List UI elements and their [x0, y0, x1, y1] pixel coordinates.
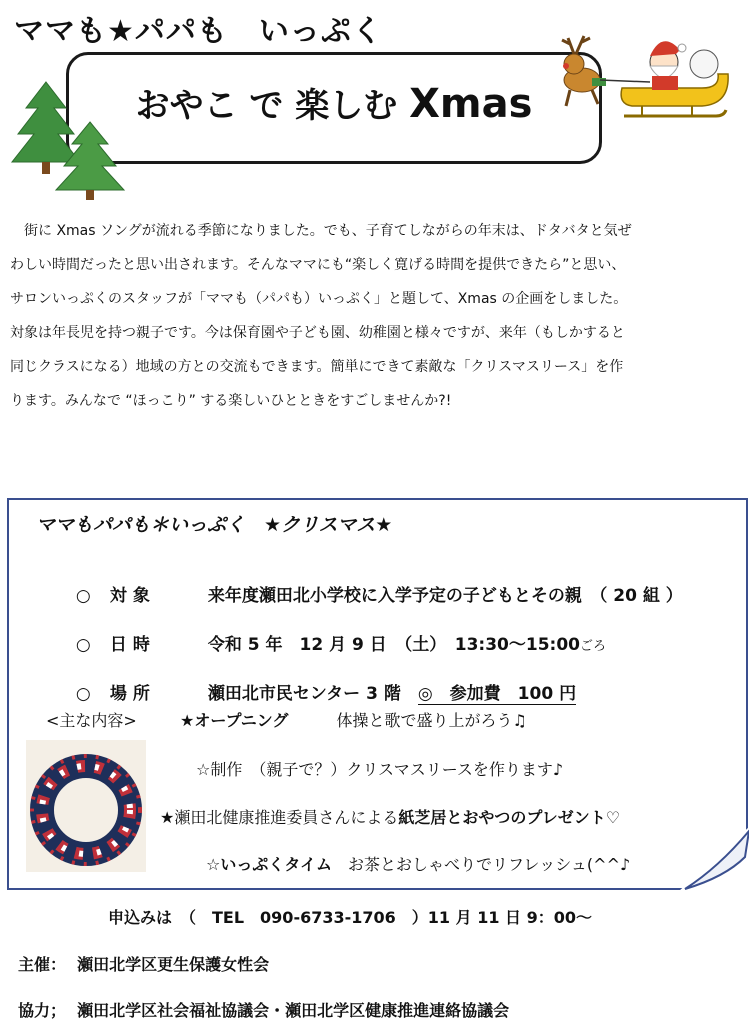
place-label: 場所	[109, 684, 156, 704]
apply-line: 申込みは （ TEL 090-6733-1706 ）11 月 11 日 9：00〜	[108, 908, 592, 927]
intro-line: 同じクラスになる）地域の方との交流もできます。簡単にできて素敵な「クリスマスリース」を作	[10, 359, 624, 375]
christmas-wreath-photo	[26, 740, 146, 872]
title-xmas: Xmas	[409, 81, 533, 127]
craft-desc: （親子で？）クリスマスリースを作ります♪	[258, 760, 564, 779]
intro-paragraph	[10, 214, 740, 418]
santa-sleigh-illustration	[552, 24, 732, 128]
circle-marker: ○	[75, 684, 91, 704]
present-prefix: ★瀬田北健康推進委員さんによる	[160, 808, 399, 827]
datetime-suffix: ごろ	[579, 639, 606, 654]
place-row	[64, 659, 576, 705]
datetime-label: 日時	[109, 635, 156, 655]
christmas-trees-illustration	[8, 78, 132, 202]
intro-line: ります。みんなで “ほっこり” する楽しいひとときをすごしませんか?!	[10, 393, 452, 409]
intro-line: わしい時間だったと思い出されます。そんなママにも“楽しく寛げる時間を提供できたら”と思い、	[10, 257, 626, 273]
intro-line: サロンいっぷくのスタッフが「ママも（パパも）いっぷく」と題して、Xmas の企画をしました。	[10, 291, 628, 307]
circle-marker: ○	[75, 635, 91, 655]
ippuku-desc: お茶とおしゃべりでリフレッシュ(^^♪	[348, 855, 631, 874]
fee-value: ◎ 参加費 100 円	[418, 679, 576, 705]
craft-title: ☆制作	[196, 760, 243, 779]
opening-title: ★オープニング	[180, 711, 289, 730]
top-heading: ママも★パパも いっぷく	[14, 14, 383, 49]
present-bold: 紙芝居とおやつのプレゼント	[398, 808, 606, 827]
opening-desc: 体操と歌で盛り上がろう♫	[336, 711, 527, 730]
place-value: 瀬田北市民センター 3 階	[207, 684, 418, 704]
main-title	[84, 78, 584, 127]
intro-line: 街に Xmas ソングが流れる季節になりました。でも、子育てしながらの年末は、ドタバタと気ぜ	[10, 223, 632, 239]
target-label: 対象	[109, 586, 156, 606]
target-value: 来年度瀬田北小学校に入学予定の子どもとその親 （ 20 組 ）	[207, 586, 683, 606]
target-row	[64, 561, 683, 606]
page-curl-decoration	[679, 827, 749, 891]
ippuku-item	[206, 852, 630, 875]
title-main: おやこ で 楽しむ	[135, 86, 410, 126]
present-item	[160, 805, 620, 828]
opening-item	[180, 708, 527, 731]
contents-label: <主な内容>	[46, 711, 137, 730]
coop-line: 協力； 瀬田北学区社会福祉協議会・瀬田北学区健康推進連絡協議会	[18, 1001, 510, 1020]
present-suffix: ♡	[605, 808, 621, 827]
craft-item	[196, 757, 563, 780]
datetime-row	[64, 610, 606, 655]
ippuku-title: ☆いっぷくタイム	[206, 855, 333, 874]
intro-line: 対象は年長児を持つ親子です。今は保育園や子ども園、幼稚園と様々ですが、来年（もしかすると	[10, 325, 625, 341]
circle-marker: ○	[75, 586, 91, 606]
datetime-value: 令和 5 年 12 月 9 日 （土） 13:30〜15:00	[207, 635, 580, 655]
host-line: 主催： 瀬田北学区更生保護女性会	[18, 955, 270, 974]
event-title: ママもパパも＊いっぷく ★クリスマス★	[36, 514, 393, 536]
